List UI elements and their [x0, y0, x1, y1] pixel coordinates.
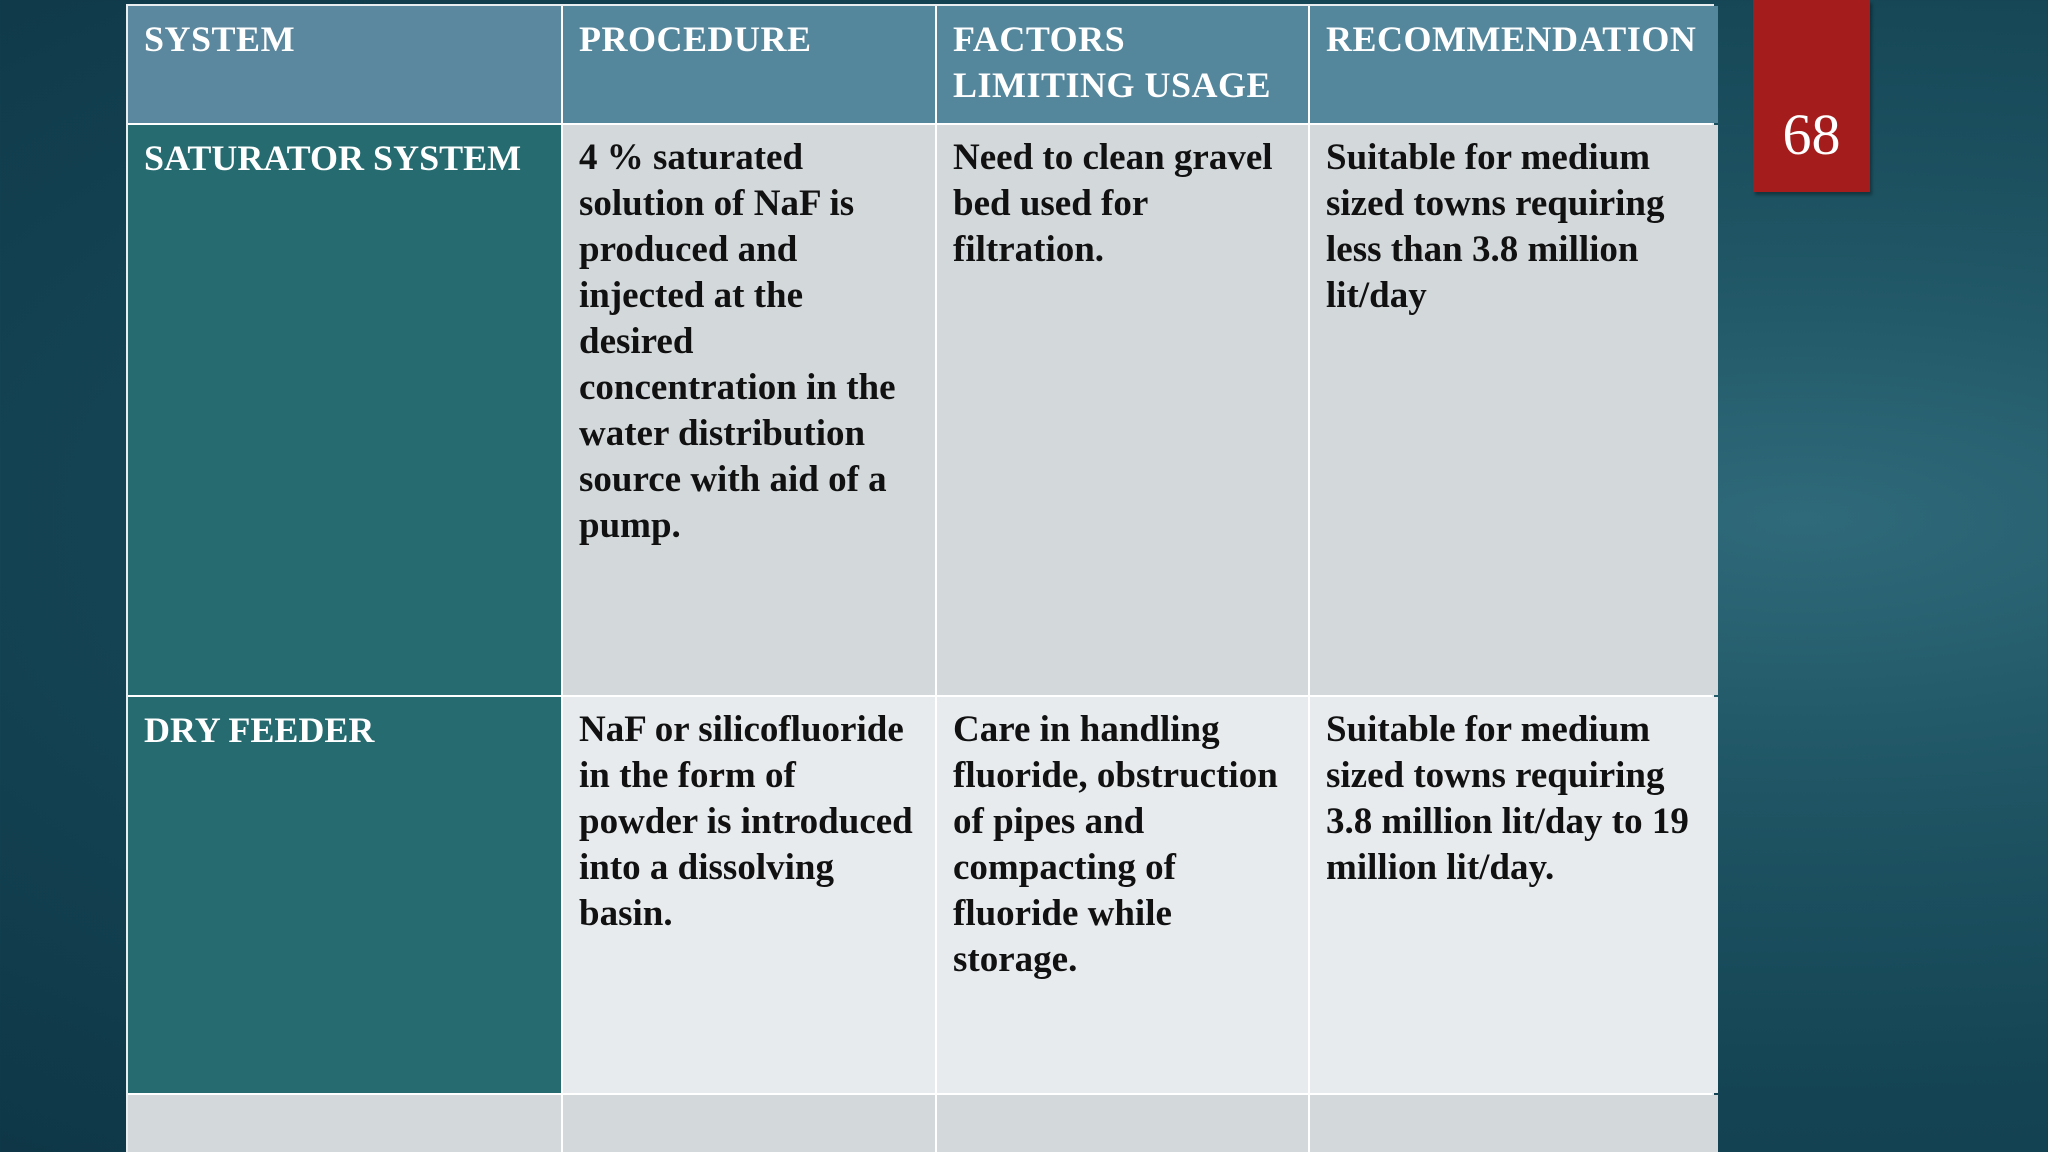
row-3-system-name: [128, 1095, 561, 1152]
header-factors-limiting-usage: FACTORS LIMITING USAGE: [937, 6, 1308, 123]
header-system: SYSTEM: [128, 6, 561, 123]
row-3-procedure: [563, 1095, 935, 1152]
page-number: 68: [1782, 102, 1841, 167]
row-dry-feeder-name: DRY FEEDER: [128, 697, 561, 1093]
row-saturator-factors: Need to clean gravel bed used for filtration.: [937, 125, 1308, 695]
fluoridation-systems-table: [126, 4, 1714, 1152]
row-3-factors: [937, 1095, 1308, 1152]
row-dry-feeder-procedure: NaF or silicofluoride in the form of powder is introduced into a dissolving basin.: [563, 697, 935, 1093]
header-procedure: PROCEDURE: [563, 6, 935, 123]
row-dry-feeder-recommendation: Suitable for medium sized towns requiring 3.8 million lit/day to 19 million lit/day.: [1310, 697, 1718, 1093]
page-number-badge: [1753, 0, 1870, 192]
header-recommendation: RECOMMENDATION: [1310, 6, 1718, 123]
row-saturator-procedure: 4 % saturated solution of NaF is produced and injected at the desired concentration in the water distribution source with aid of a pump.: [563, 125, 935, 695]
row-saturator-system-name: SATURATOR SYSTEM: [128, 125, 561, 695]
row-dry-feeder-factors: Care in handling fluoride, obstruction of pipes and compacting of fluoride while storage.: [937, 697, 1308, 1093]
row-saturator-recommendation: Suitable for medium sized towns requiring less than 3.8 million lit/day: [1310, 125, 1718, 695]
row-3-recommendation: [1310, 1095, 1718, 1152]
